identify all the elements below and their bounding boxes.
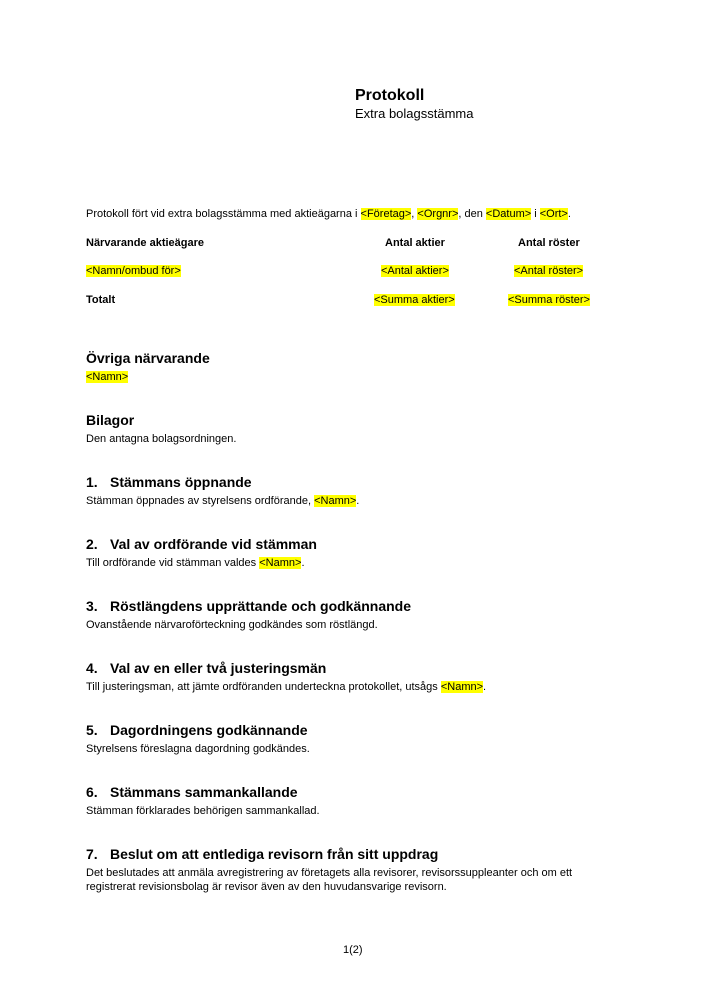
- document-title: Protokoll: [355, 87, 425, 104]
- period: .: [483, 681, 487, 693]
- section-4-heading: [86, 660, 326, 676]
- others-heading: Övriga närvarande: [86, 350, 210, 366]
- section-number: 1.: [86, 474, 98, 490]
- section-5-heading: [86, 722, 308, 738]
- section-4-text: [86, 681, 486, 693]
- others-name-placeholder[interactable]: <Namn>: [86, 371, 129, 383]
- section-3-heading: [86, 598, 411, 614]
- separator: ,: [411, 208, 418, 220]
- section-text: Till ordförande vid stämman valdes: [86, 557, 260, 569]
- intro-paragraph: [86, 208, 571, 220]
- place-placeholder[interactable]: <Ort>: [539, 208, 568, 220]
- section-number: 6.: [86, 784, 98, 800]
- date-placeholder[interactable]: <Datum>: [485, 208, 532, 220]
- separator: , den: [458, 208, 486, 220]
- total-label: Totalt: [86, 294, 116, 306]
- section-number: 2.: [86, 536, 98, 552]
- attachments-text: Den antagna bolagsordningen.: [86, 433, 237, 445]
- header-votes: Antal röster: [518, 237, 580, 249]
- section-2-heading: [86, 536, 317, 552]
- section-1-heading: [86, 474, 252, 490]
- section-3-text: Ovanstående närvaroförteckning godkändes som röstlängd.: [86, 619, 378, 631]
- section-7-text-line2: registrerat revisionsbolag är revisor även av den huvudansvarige revisorn.: [86, 881, 447, 893]
- document-subtitle: Extra bolagsstämma: [355, 106, 474, 121]
- orgnr-placeholder[interactable]: <Orgnr>: [417, 208, 459, 220]
- section-title: Beslut om att entlediga revisorn från sitt uppdrag: [110, 846, 439, 862]
- name-placeholder[interactable]: <Namn>: [440, 681, 484, 693]
- section-title: Val av ordförande vid stämman: [110, 536, 317, 552]
- section-1-text: [86, 495, 359, 507]
- period: .: [301, 557, 305, 569]
- votes-placeholder[interactable]: <Antal röster>: [514, 265, 584, 277]
- section-number: 4.: [86, 660, 98, 676]
- section-7-heading: [86, 846, 438, 862]
- section-6-heading: [86, 784, 298, 800]
- intro-prefix: Protokoll fört vid extra bolagsstämma med aktieägarna i: [86, 208, 361, 220]
- section-2-text: [86, 557, 305, 569]
- total-votes-placeholder[interactable]: <Summa röster>: [508, 294, 590, 306]
- section-6-text: Stämman förklarades behörigen sammankallad.: [86, 805, 320, 817]
- page-number: 1(2): [343, 944, 363, 956]
- section-title: Röstlängdens upprättande och godkännande: [110, 598, 412, 614]
- separator: i: [531, 208, 540, 220]
- name-placeholder[interactable]: <Namn>: [259, 557, 302, 569]
- section-text: Stämman öppnades av styrelsens ordförande,: [86, 495, 315, 507]
- attachments-heading: Bilagor: [86, 412, 135, 428]
- section-7-text-line1: Det beslutades att anmäla avregistrering av företagets alla revisorer, revisorssuppleanter och om ett: [86, 867, 573, 879]
- name-placeholder[interactable]: <Namn>: [314, 495, 357, 507]
- section-text: Till justeringsman, att jämte ordföranden underteckna protokollet, utsågs: [86, 681, 441, 693]
- section-5-text: Styrelsens föreslagna dagordning godkändes.: [86, 743, 310, 755]
- shareholder-name-placeholder[interactable]: <Namn/ombud för>: [86, 265, 181, 277]
- shares-placeholder[interactable]: <Antal aktier>: [381, 265, 449, 277]
- section-title: Stämmans sammankallande: [110, 784, 298, 800]
- header-shares: Antal aktier: [385, 237, 445, 249]
- total-shares-placeholder[interactable]: <Summa aktier>: [374, 294, 455, 306]
- section-number: 5.: [86, 722, 98, 738]
- company-placeholder[interactable]: <Företag>: [360, 208, 412, 220]
- section-number: 7.: [86, 846, 98, 862]
- header-shareholders: Närvarande aktieägare: [86, 237, 205, 249]
- section-title: Stämmans öppnande: [110, 474, 252, 490]
- section-title: Dagordningens godkännande: [110, 722, 308, 738]
- section-title: Val av en eller två justeringsmän: [110, 660, 327, 676]
- section-number: 3.: [86, 598, 98, 614]
- period: .: [356, 495, 360, 507]
- period: .: [567, 208, 571, 220]
